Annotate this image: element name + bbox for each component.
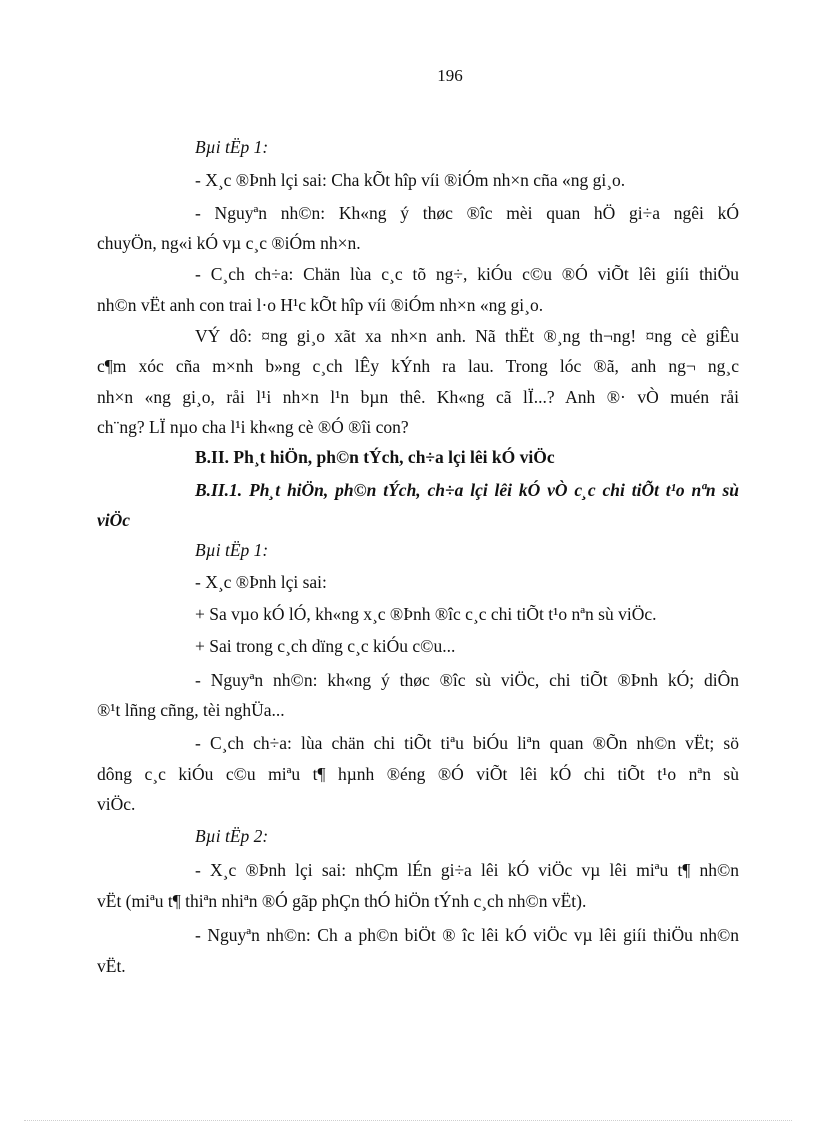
paragraph-line: - Nguyªn nh©n: Ch a ph©n biÖt ® îc lêi kÓ viÖc vµ lêi giíi thiÖu nh©n [195,925,739,945]
paragraph-line: nh×n «ng gi¸o, råi l¹i nh×n l¹n bµn thê. Kh«ng cã lÏ...? Anh ®· vÒ muén råi [97,387,739,407]
paragraph-line: + Sai trong c¸ch dïng c¸c kiÓu c©u... [195,636,456,656]
paragraph-line: - X¸c ®Þnh lçi sai: nhÇm lÉn gi÷a lêi kÓ viÖc vµ lêi miªu t¶ nh©n [195,860,739,880]
subsection-heading: B.II.1. Ph¸t hiÖn, ph©n tÝch, ch÷a lçi lêi kÓ vÒ c¸c chi tiÕt t¹o nªn sù [195,480,739,500]
paragraph-line: c¶m xóc cña m×nh b»ng c¸ch lÊy kÝnh ra lau. Trong lóc ®ã, anh ng¬ ng¸c [97,356,739,376]
paragraph-line: - Nguyªn nh©n: kh«ng ý thøc ®îc sù viÖc, chi tiÕt ®Þnh kÓ; diÔn [195,670,739,690]
paragraph-line: - Nguyªn nh©n: Kh«ng ý thøc ®îc mèi quan hÖ gi÷a ngêi kÓ [195,203,739,223]
section-heading: B.II. Ph¸t hiÖn, ph©n tÝch, ch÷a lçi lêi kÓ viÖc [195,447,555,467]
paragraph-line: dông c¸c kiÓu c©u miªu t¶ hµnh ®éng ®Ó viÕt lêi kÓ chi tiÕt t¹o nªn sù [97,764,739,784]
paragraph-line: - C¸ch ch÷a: lùa chän chi tiÕt tiªu biÓu liªn quan ®Õn nh©n vËt; sö [195,733,739,753]
paragraph-line: nh©n vËt anh con trai l·o H¹c kÕt hîp víi ®iÓm nh×n «ng gi¸o. [97,295,544,315]
page-number: 196 [437,66,463,85]
paragraph-line: vËt. [97,956,126,976]
page-bottom-border [24,1120,792,1121]
paragraph-line: vËt (miªu t¶ thiªn nhiªn ®Ó gãp phÇn thÓ hiÖn tÝnh c¸ch nh©n vËt). [97,891,587,911]
paragraph-line: - C¸ch ch÷a: Chän lùa c¸c tõ ng÷, kiÓu c©u ®Ó viÕt lêi giíi thiÖu [195,264,739,284]
paragraph-line: - X¸c ®Þnh lçi sai: [195,572,327,592]
exercise-heading: Bµi tËp 1: [195,540,269,560]
exercise-heading: Bµi tËp 1: [195,137,269,157]
paragraph-line: - X¸c ®Þnh lçi sai: Cha kÕt hîp víi ®iÓm nh×n cña «ng gi¸o. [195,170,626,190]
paragraph-line: + Sa vµo kÓ lÓ, kh«ng x¸c ®Þnh ®îc c¸c chi tiÕt t¹o nªn sù viÖc. [195,604,657,624]
paragraph-line: ®¹t lñng cñng, tèi nghÜa... [97,700,285,720]
paragraph-line: VÝ dô: ¤ng gi¸o xãt xa nh×n anh. Nã thËt ®¸ng th¬ng! ¤ng cè giÊu [195,326,739,346]
paragraph-line: chuyÖn, ng«i kÓ vµ c¸c ®iÓm nh×n. [97,233,361,253]
subsection-heading: viÖc [97,510,131,530]
paragraph-line: ch¨ng? LÏ nµo cha l¹i kh«ng cè ®Ó ®îi con? [97,417,409,437]
paragraph-line: viÖc. [97,794,136,814]
exercise-heading: Bµi tËp 2: [195,826,269,846]
